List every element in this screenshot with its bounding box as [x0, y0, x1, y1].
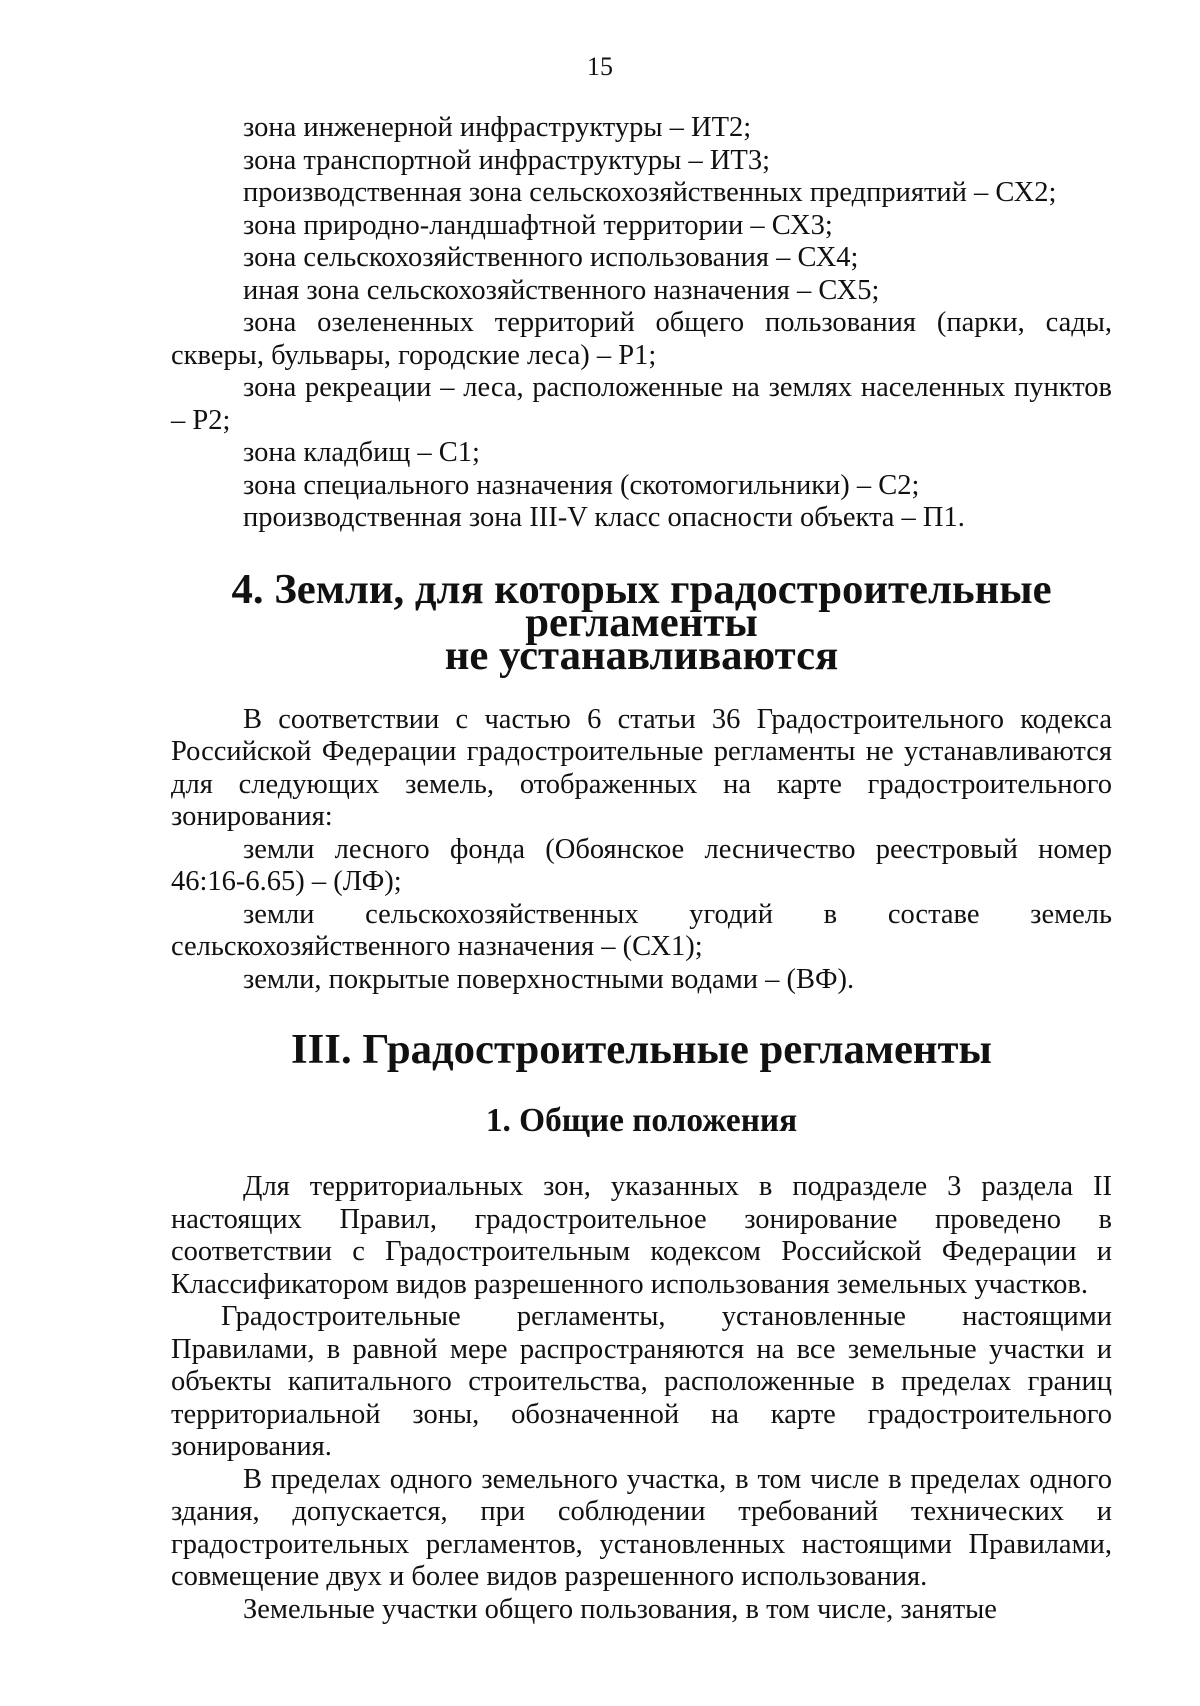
zone-item: зона кладбищ – С1;	[243, 437, 480, 468]
section-III-paragraph: Градостроительные регламенты, установленные настоящими Правилами, в равной мере распространяются на все земельные участки и объекты капитального строительства, расположенные в пределах границ территориальной зоны, обозначенной на карте градостроительного зонирования.	[171, 1301, 1112, 1462]
zone-item: зона рекреации – леса, расположенные на землях населенных пунктов – Р2;	[171, 372, 1112, 436]
zone-item: зона специального назначения (скотомогильники) – С2;	[243, 469, 920, 501]
zone-item: зона транспортной инфраструктуры – ИТ3;	[243, 144, 770, 176]
section-III-paragraph: Для территориальных зон, указанных в подразделе 3 раздела II настоящих Правил, градостроительное зонирование проведено в соответствии с Градостроительным кодексом Российской Федерации и Классификатором видов разрешенного использования земельных участков.	[171, 1171, 1112, 1300]
section-III-paragraph: В пределах одного земельного участка, в том числе в пределах одного здания, допускается, при соблюдении требований технических и градостроительных регламентов, установленных настоящими Правилами, совмещение двух и более видов разрешенного использования.	[171, 1463, 1112, 1592]
section-III-paragraph: Земельные участки общего пользования, в том числе, занятые	[243, 1593, 997, 1625]
zone-item: зона инженерной инфраструктуры – ИТ2;	[243, 112, 752, 143]
zone-item: иная зона сельскохозяйственного назначения – СХ5;	[243, 274, 880, 306]
zone-item: производственная зона III-V класс опасности объекта – П1.	[243, 502, 965, 533]
section-4-heading-line-2: не устанавливаются	[444, 631, 839, 679]
section-III-subheading: 1. Общие положения	[485, 1102, 798, 1139]
section-4-item: земли, покрытые поверхностными водами – (ВФ).	[243, 963, 855, 995]
zone-list	[171, 112, 1112, 535]
zone-item: зона озелененных территорий общего пользования (парки, сады, скверы, бульвары, городские леса) – Р1;	[171, 307, 1112, 371]
document-body	[171, 112, 1112, 1626]
section-4-intro: В соответствии с частью 6 статьи 36 Градостроительного кодекса Российской Федерации градостроительные регламенты не устанавливаются для следующих земель, отображенных на карте градостроительного зонирования:	[171, 703, 1112, 832]
page-number: 15	[587, 52, 613, 81]
section-4-heading-line-1: 4. Земли, для которых градостроительные регламенты	[231, 565, 1052, 646]
section-III-heading: III. Градостроительные регламенты	[291, 1026, 992, 1073]
section-4-item: земли лесного фонда (Обоянское лесничество реестровый номер 46:16-6.65) – (ЛФ);	[171, 833, 1112, 897]
section-4-item: земли сельскохозяйственных угодий в составе земель сельскохозяйственного назначения – (СХ1);	[171, 898, 1112, 962]
zone-item: производственная зона сельскохозяйственных предприятий – СХ2;	[243, 177, 1057, 208]
section-4-heading	[171, 565, 1112, 679]
zone-item: зона сельскохозяйственного использования – СХ4;	[243, 242, 859, 273]
zone-item: зона природно-ландшафтной территории – СХ3;	[243, 209, 833, 241]
